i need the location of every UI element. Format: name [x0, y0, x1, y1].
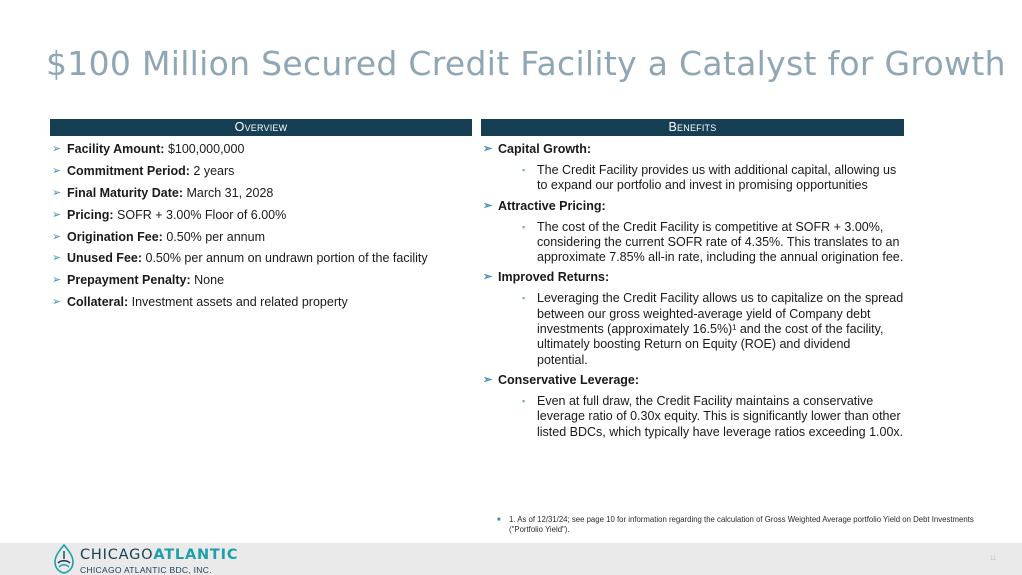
overview-item-facility-amount — [52, 142, 472, 157]
dot-bullet-icon: ▪ — [522, 221, 526, 232]
brand-name: CHICAGOATLANTIC — [80, 547, 239, 563]
page-number: 11 — [990, 556, 997, 562]
benefit-text: ▪ Leveraging the Credit Facility allows us to capitalize on the spread between our gross weighted-average yield of Company debt investments (approximately 16.5%)¹ and the cost of the facility, ultimately boosting Return on Equity (ROE) and dividend potential. — [522, 291, 904, 367]
overview-label: Collateral: — [67, 295, 129, 310]
overview-value: $100,000,000 — [167, 142, 245, 156]
overview-label: Origination Fee: — [67, 229, 163, 244]
overview-label: Commitment Period: — [67, 163, 190, 178]
overview-item-commitment-period — [52, 164, 472, 179]
overview-item-prepayment-penalty — [52, 273, 472, 288]
overview-label: Unused Fee: — [67, 251, 143, 266]
benefit-text: ▪ The cost of the Credit Facility is competitive at SOFR + 3.00%, considering the current SOFR rate of 4.35%. This translates to an approximate 7.85% all-in rate, including the annual origination fee. — [522, 219, 904, 265]
square-bullet-icon: ■ — [497, 517, 501, 523]
overview-item-collateral — [52, 295, 472, 310]
overview-label: Prepayment Penalty: — [67, 273, 191, 288]
benefit-heading: ➢ Capital Growth: — [483, 142, 592, 156]
arrow-bullet-icon: ➢ — [52, 296, 62, 309]
footnote: ■ 1. As of 12/31/24; see page 10 for information regarding the calculation of Gross Weighted Average portfolio Yield on Debt Investments ("Portfolio Yield"). — [497, 515, 974, 534]
benefit-heading: ➢ Attractive Pricing: — [483, 198, 606, 213]
arrow-bullet-icon: ➢ — [52, 230, 62, 243]
benefits-header: Benefits — [481, 119, 904, 136]
overview-item-unused-fee — [52, 251, 472, 266]
overview-item-pricing — [52, 208, 472, 223]
arrow-bullet-icon: ➢ — [52, 143, 62, 155]
benefit-attractive-pricing — [483, 199, 908, 266]
overview-value: 2 years — [193, 163, 235, 178]
overview-item-origination-fee — [52, 230, 472, 245]
benefit-heading: ➢ Conservative Leverage: — [483, 372, 640, 387]
overview-label: Facility Amount: — [67, 142, 165, 156]
arrow-bullet-icon: ➢ — [483, 271, 493, 284]
overview-value: None — [194, 273, 225, 288]
benefit-improved-returns — [483, 270, 908, 367]
benefit-text: ▪ The Credit Facility provides us with additional capital, allowing us to expand our portfolio and invest in promising opportunities — [522, 163, 897, 193]
overview-header: Overview — [50, 119, 472, 136]
arrow-bullet-icon: ➢ — [483, 373, 493, 386]
overview-value: 0.50% per annum on undrawn portion of the facility — [145, 251, 428, 266]
overview-label: Pricing: — [67, 207, 114, 222]
benefit-heading: ➢ Improved Returns: — [483, 270, 610, 285]
dot-bullet-icon: ▪ — [522, 395, 526, 406]
arrow-bullet-icon: ➢ — [483, 199, 493, 212]
benefits-list — [483, 142, 908, 445]
benefit-text: ▪ Even at full draw, the Credit Facility maintains a conservative leverage ratio of 0.30x equity. This is significantly lower than other listed BDCs, which typically have leverage ratios exceeding 1.00x. — [522, 393, 904, 439]
arrow-bullet-icon: ➢ — [52, 208, 62, 221]
chicago-atlantic-logo-icon — [50, 543, 78, 575]
overview-label: Final Maturity Date: — [67, 185, 183, 200]
benefit-capital-growth — [483, 142, 908, 194]
brand-subtitle: CHICAGO ATLANTIC BDC, INC. — [80, 565, 212, 575]
arrow-bullet-icon: ➢ — [52, 274, 62, 287]
dot-bullet-icon: ▪ — [522, 293, 526, 304]
arrow-bullet-icon: ➢ — [483, 143, 493, 155]
dot-bullet-icon: ▪ — [522, 165, 526, 175]
overview-value: 0.50% per annum — [166, 229, 266, 244]
benefit-conservative-leverage — [483, 373, 908, 440]
page-title: $100 Million Secured Credit Facility a Catalyst for Growth — [46, 44, 1006, 83]
arrow-bullet-icon: ➢ — [52, 164, 62, 177]
arrow-bullet-icon: ➢ — [52, 252, 62, 265]
overview-value: Investment assets and related property — [131, 295, 348, 310]
overview-list — [52, 142, 472, 317]
overview-value: March 31, 2028 — [186, 185, 274, 200]
arrow-bullet-icon: ➢ — [52, 186, 62, 199]
overview-value: SOFR + 3.00% Floor of 6.00% — [117, 207, 287, 222]
overview-item-final-maturity — [52, 186, 472, 201]
